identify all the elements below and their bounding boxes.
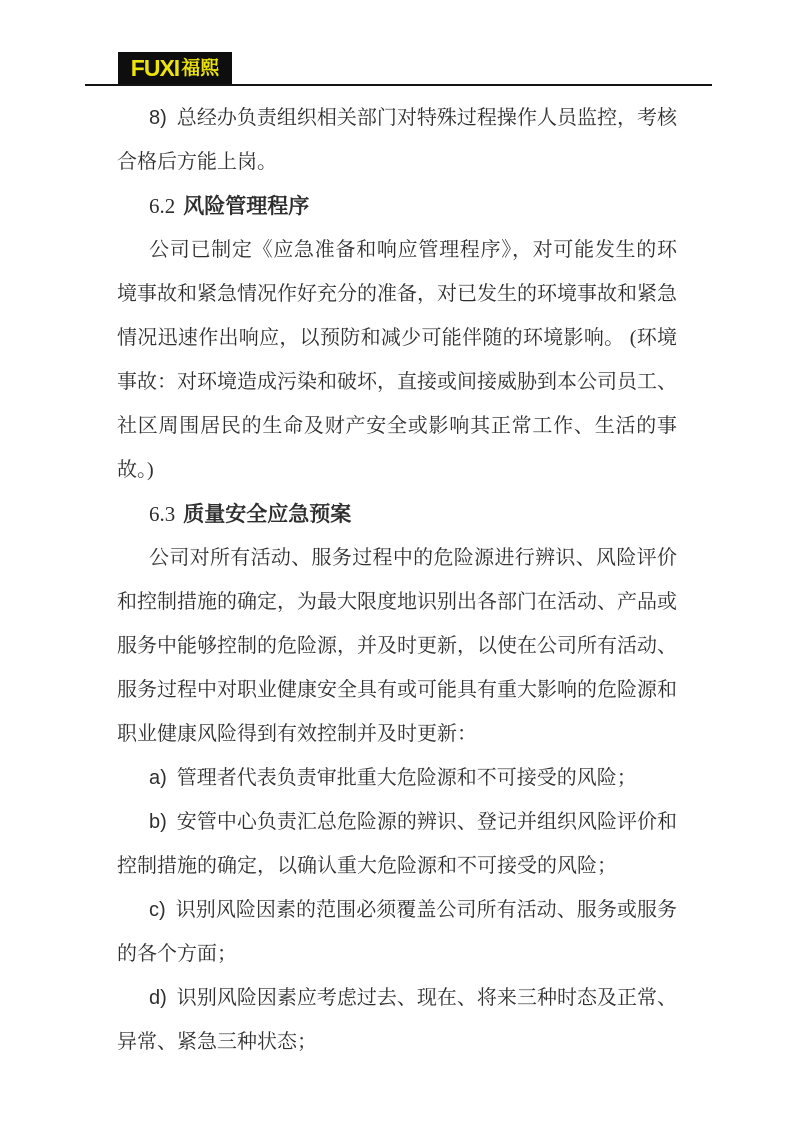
- document-body: [117, 96, 677, 1064]
- list-item-b: [117, 800, 677, 888]
- paragraph-6-3: 公司对所有活动、服务过程中的危险源进行辨识、风险评价和控制措施的确定，为最大限度地识别出各部门在活动、产品或服务中能够控制的危险源，并及时更新，以使在公司所有活动、服务过程中对职业健康安全具有或可能具有重大影响的危险源和职业健康风险得到有效控制并及时更新：: [117, 547, 677, 745]
- paragraph-item-8: [117, 96, 677, 184]
- list-item-d-text: 识别风险因素应考虑过去、现在、将来三种时态及正常、异常、紧急三种状态；: [117, 987, 677, 1053]
- list-item-c-text: 识别风险因素的范围必须覆盖公司所有活动、服务或服务的各个方面；: [117, 899, 677, 965]
- list-marker-b: b): [149, 811, 167, 833]
- list-item-a-text: 管理者代表负责审批重大危险源和不可接受的风险；: [176, 767, 637, 789]
- heading-6-2: [117, 184, 677, 228]
- logo-cjk-text: 福熙: [181, 57, 220, 79]
- list-item-a: [117, 756, 677, 800]
- list-marker-8: 8): [149, 107, 167, 129]
- list-marker-a: a): [149, 767, 167, 789]
- heading-6-2-number: 6.2: [149, 194, 176, 218]
- heading-6-3: [117, 492, 677, 536]
- company-logo: [118, 52, 232, 84]
- list-item-c: [117, 888, 677, 976]
- heading-6-2-title: 风险管理程序: [183, 194, 310, 218]
- logo-latin-text: FUXI: [130, 54, 180, 81]
- heading-6-3-title: 质量安全应急预案: [183, 502, 352, 526]
- list-item-b-text: 安管中心负责汇总危险源的辨识、登记并组织风险评价和控制措施的确定，以确认重大危险源和不可接受的风险；: [117, 811, 677, 877]
- paragraph-item-8-text: 总经办负责组织相关部门对特殊过程操作人员监控，考核合格后方能上岗。: [117, 107, 677, 173]
- header-divider: [85, 84, 712, 86]
- paragraph-6-2: 公司已制定《应急准备和响应管理程序》，对可能发生的环境事故和紧急情况作好充分的准备，对已发生的环境事故和紧急情况迅速作出响应，以预防和减少可能伴随的环境影响。 (环境事故：对环境造成污染和破坏，直接或间接威胁到本公司员工、社区周围居民的生命及财产安全或影响其正常工作、生活的事故。): [117, 239, 677, 481]
- list-item-d: [117, 976, 677, 1064]
- list-marker-c: c): [149, 899, 166, 921]
- heading-6-3-number: 6.3: [149, 502, 176, 526]
- list-marker-d: d): [149, 987, 167, 1009]
